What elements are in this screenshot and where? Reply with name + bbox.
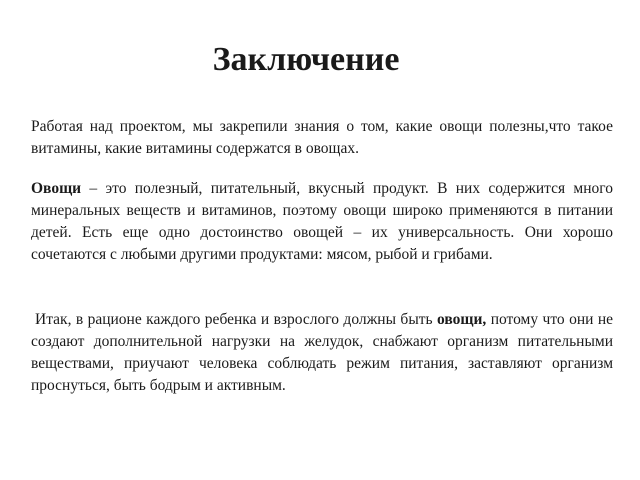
paragraph-conclusion-text-after: потому что они не создают дополнительной нагрузки на желудок, снабжают организм питательными веществами, приучают человека соблюдать режим питания, заставляют организм проснуться, быть бодрым и активным. [31, 311, 613, 394]
slide-title: Заключение [212, 41, 400, 78]
paragraph-vegetables-text: – это полезный, питательный, вкусный продукт. В них содержится много минеральных веществ и витаминов, поэтому овощи широко применяются в питании детей. Есть еще одно достоинство овощей – их универсальность. Они хорошо сочетаются с любыми другими продуктами: мясом, рыбой и грибами. [31, 180, 613, 263]
paragraph-conclusion-bold: овощи, [437, 311, 487, 328]
paragraph-intro [31, 116, 613, 160]
paragraph-vegetables [31, 178, 613, 266]
paragraph-intro-text: Работая над проектом, мы закрепили знания о том, какие овощи полезны,что такое витамины, какие витамины содержатся в овощах. [31, 118, 613, 157]
paragraph-conclusion [31, 309, 613, 397]
paragraph-conclusion-text-before: Итак, в рационе каждого ребенка и взрослого должны быть [35, 311, 437, 328]
paragraph-vegetables-lead: Овощи [31, 180, 82, 197]
